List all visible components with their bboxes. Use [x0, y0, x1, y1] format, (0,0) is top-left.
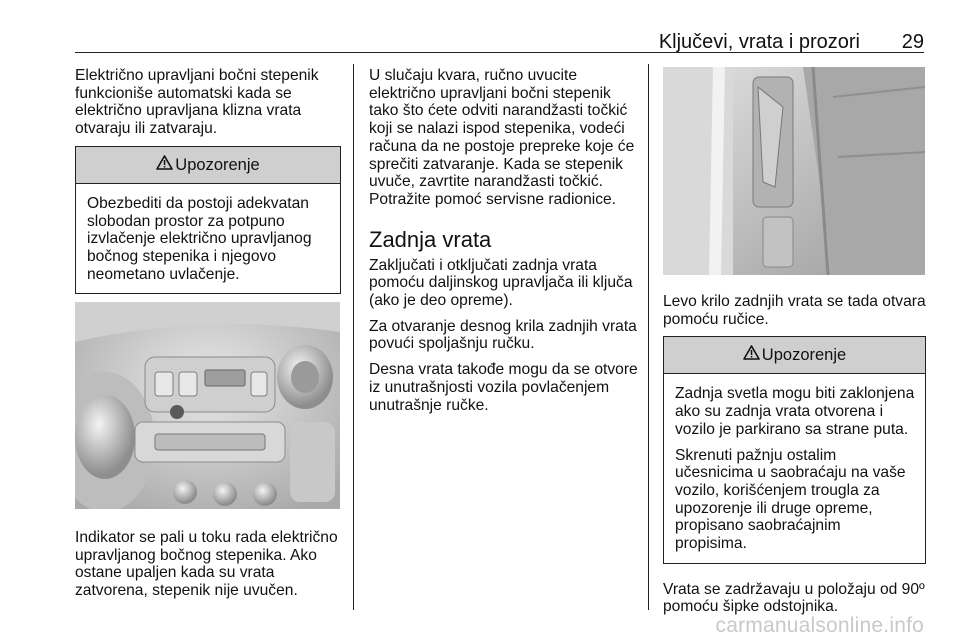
warning-text: Skrenuti pažnju ostalim učesnicima u saobraćaju na vaše vozilo, korišćenjem trougla za upozorenje ili druge opreme, propisano saobraćajnim propisima. [675, 446, 906, 553]
warning-triangle-icon [156, 155, 173, 175]
page-number: 29 [901, 31, 924, 53]
header-rule [75, 52, 924, 53]
body-paragraph: Zaključati i otključati zadnja vrata pomoću daljinskog upravljača ili ključa (ako je deo opreme). [369, 256, 633, 310]
warning-title: Upozorenje [761, 346, 847, 365]
failure-paragraph: U slučaju kvara, ručno uvucite električno upravljani bočni stepenik tako što ćete odviti narandžasti točkić koji se nalazi ispod stepenika, vodeći računa da ne postoje prepreke koje će sprečiti zatvaranje. Kada se stepenik uvuče, zavrtite narandžasti točkić. Potražite pomoć servisne radionice. [369, 67, 635, 208]
warning-header [664, 337, 925, 374]
column-3 [663, 293, 926, 624]
warning-header [76, 147, 340, 184]
body-paragraph: Za otvaranje desnog krila zadnjih vrata povući spoljašnju ručku. [369, 317, 637, 353]
warning-body [664, 374, 925, 562]
dashboard-photo [75, 302, 340, 509]
photo-caption: Indikator se pali u toku rada električno upravljanog bočnog stepenika. Ako ostane upaljen kada su vrata zatvorena, stepenik nije uvučen. [75, 529, 338, 600]
column-divider [648, 64, 649, 610]
warning-box [663, 336, 926, 563]
column-1 [75, 67, 341, 294]
intro-paragraph: Električno upravljani bočni stepenik funkcioniše automatski kada se električno upravljana klizna vrata otvaraju ili zatvaraju. [75, 67, 319, 138]
door-lever-photo [663, 67, 925, 275]
page-title: Ključevi, vrata i prozori [658, 31, 860, 53]
warning-box [75, 146, 341, 295]
body-paragraph: Desna vrata takođe mogu da se otvore iz unutrašnjosti vozila povlačenjem unutrašnje ručke. [369, 361, 638, 414]
warning-text: Obezbediti da postoji adekvatan slobodan prostor za potpuno izvlačenje električno upravljanog bočnog stepenika i njegovo neometano uvlačenje. [87, 194, 312, 283]
lever-caption: Levo krilo zadnjih vrata se tada otvara pomoću ručice. [663, 293, 926, 328]
section-heading: Zadnja vrata [369, 226, 492, 252]
closing-paragraph: Vrata se zadržavaju u položaju od 90º pomoću šipke odstojnika. [663, 580, 925, 616]
warning-title: Upozorenje [175, 155, 260, 174]
column-divider [353, 64, 354, 610]
column-1-caption [75, 529, 351, 608]
column-2 [369, 67, 639, 422]
watermark: carmanualsonline.info [715, 614, 924, 637]
warning-text: Zadnja svetla mogu biti zaklonjena ako su zadnja vrata otvorena i vozilo je parkirano sa strane puta. [675, 385, 915, 438]
warning-body [76, 184, 340, 294]
warning-triangle-icon [743, 345, 760, 365]
